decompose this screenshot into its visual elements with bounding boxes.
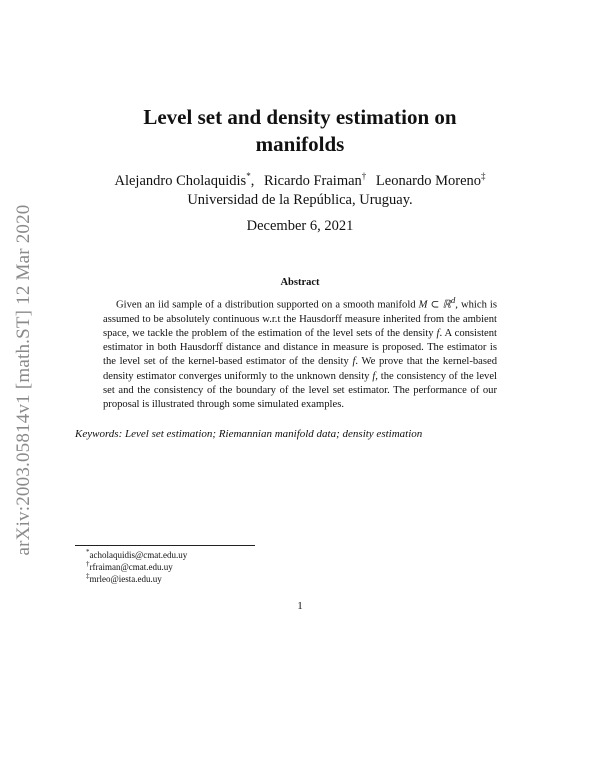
author: Ricardo Fraiman† [263, 171, 367, 189]
email-link[interactable]: mrleo@iesta.edu.uy [89, 574, 162, 584]
footnotes [86, 549, 187, 585]
email-link[interactable]: acholaquidis@cmat.edu.uy [89, 550, 188, 560]
author: Alejandro Cholaquidis*, [114, 171, 255, 189]
author: Leonardo Moreno‡ [375, 171, 486, 189]
abstract-heading: Abstract [280, 277, 320, 288]
title-line-1: Level set and density estimation on [143, 105, 457, 129]
arxiv-identifier[interactable]: arXiv:2003.05814v1 [math.ST] 12 Mar 2020 [13, 204, 34, 556]
footnote-item: ‡mrleo@iesta.edu.uy [86, 572, 162, 584]
title-line-2: manifolds [255, 132, 345, 156]
author-block [80, 172, 520, 210]
keywords: Keywords: Level set estimation; Riemannian manifold data; density estimation [75, 428, 423, 440]
email-link[interactable]: rfraiman@cmat.edu.uy [89, 562, 173, 572]
page-number: 1 [297, 600, 303, 612]
footnote-divider [75, 545, 255, 546]
abstract-text: Given an iid sample of a distribution supported on a smooth manifold M ⊂ ℝ$^d$, which is assumed to be absolutely continuous w.r.t the Hausdorff measure inherited from the ambient space, we tackle the problem of the estimation of the level sets of the density f. A consistent estimator in both Hausdorff distance and distance in measure is proposed. The estimator is the level set of the kernel-based estimator of the density f. We prove that the kernel-based density estimator converges uniformly to the unknown density f, the consistency of the level set and the consistency of the boundary of the level set estimator. The performance of our proposal is illustrated through some simulated examples. [103, 295, 497, 410]
paper-title [80, 104, 520, 158]
publication-date: December 6, 2021 [246, 218, 354, 234]
affiliation: Universidad de la República, Uruguay. [187, 192, 413, 208]
author-list [80, 172, 520, 191]
footnote-item: *acholaquidis@cmat.edu.uy [86, 548, 188, 560]
footnote-item: †rfraiman@cmat.edu.uy [86, 560, 173, 572]
